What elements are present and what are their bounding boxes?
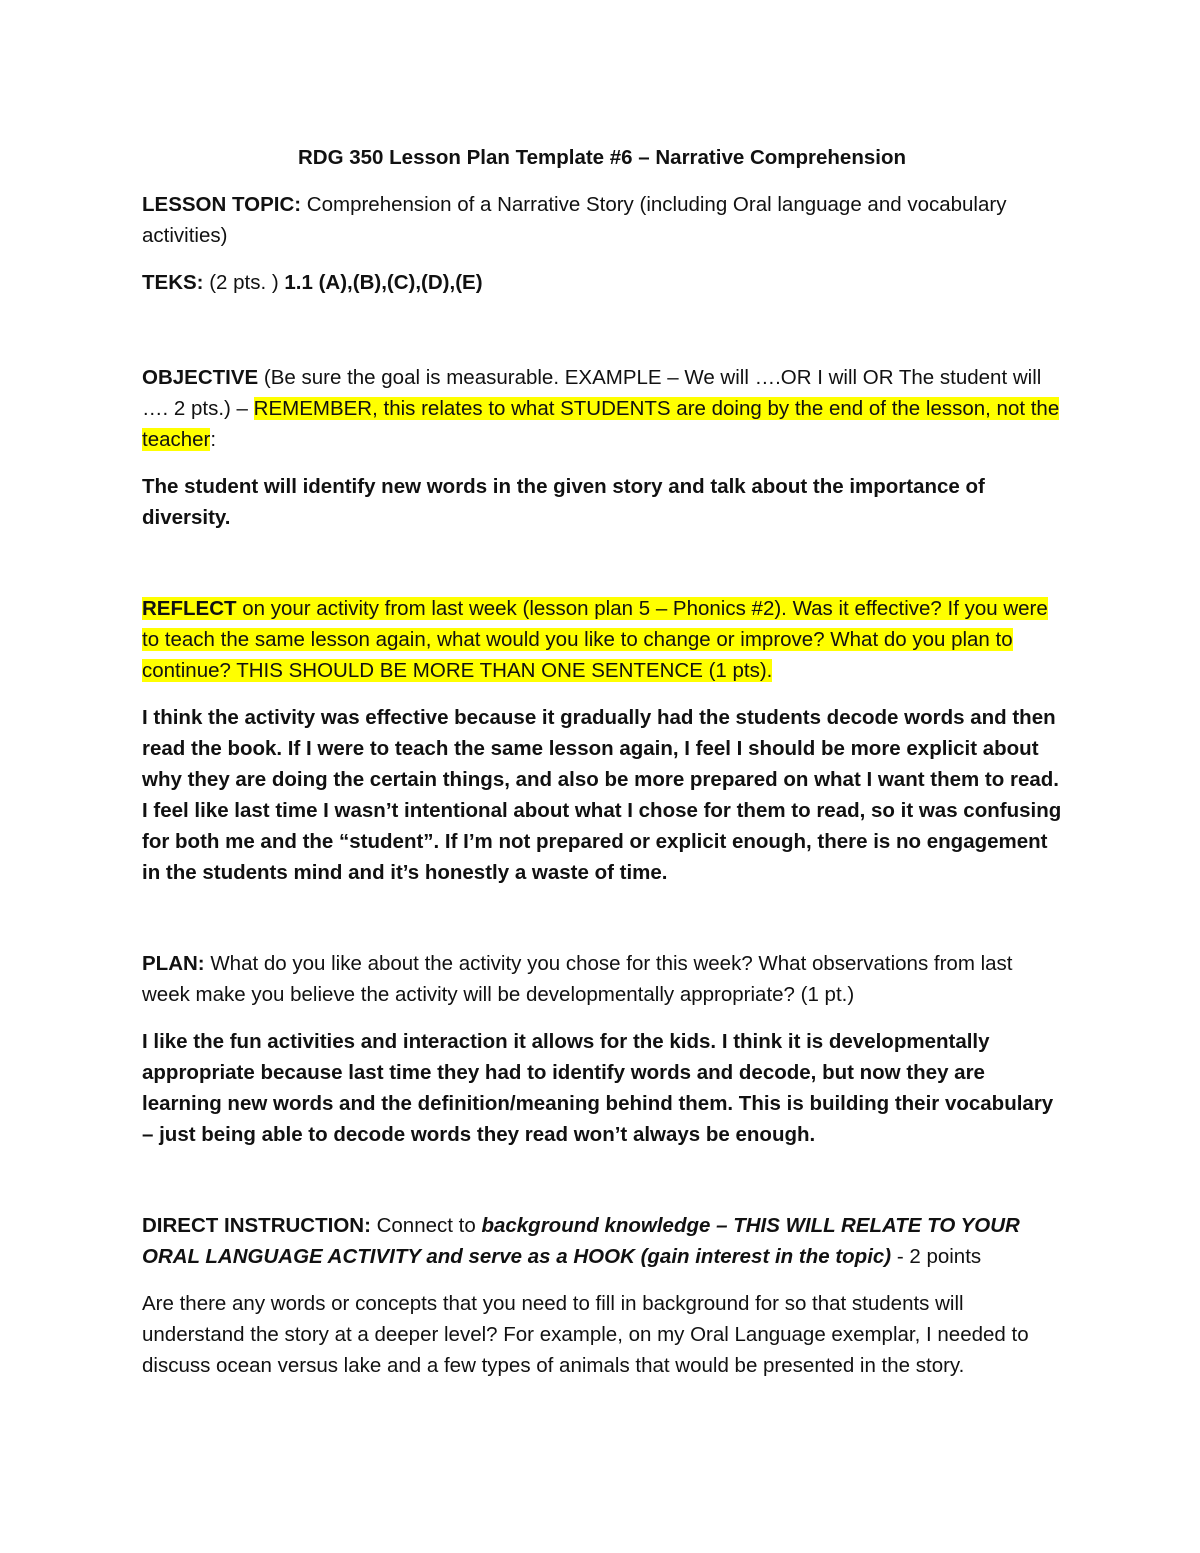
teks [142, 267, 1062, 298]
reflect-text: on your activity from last week (lesson plan 5 – Phonics #2). Was it effective? If you were to teach the same lesson again, what would you like to change or improve? What do you plan to continue? THIS SHOULD BE MORE THAN ONE SENTENCE (1 pts). [142, 597, 1048, 682]
reflect-label: REFLECT [142, 597, 237, 620]
direct-instruction-question: Are there any words or concepts that you need to fill in background for so that students will understand the story at a deeper level? For example, on my Oral Language exemplar, I needed to discuss ocean versus lake and a few types of animals that would be presented in the story. [142, 1292, 1029, 1377]
plan-label: PLAN: [142, 952, 205, 975]
teks-label: TEKS: [142, 271, 204, 294]
document-title: RDG 350 Lesson Plan Template #6 – Narrative Comprehension [298, 146, 906, 169]
lesson-topic-text: Comprehension of a Narrative Story (including Oral language and vocabulary activities) [142, 193, 1007, 247]
teks-pts: (2 pts. ) [203, 271, 285, 294]
plan-answer: I like the fun activities and interaction it allows for the kids. I think it is developmentally appropriate because last time they had to identify words and decode, but now they are learning new words and the definition/meaning behind them. This is building their vocabulary – just being able to decode words they read won’t always be enough. [142, 1030, 1054, 1146]
reflect-prompt [142, 593, 1062, 686]
objective-text: (Be sure the goal is measurable. EXAMPLE – We will ….OR I will OR The student will …. 2 pts.) – [142, 366, 1042, 420]
lesson-topic-label: LESSON TOPIC: [142, 193, 302, 216]
direct-instruction-text: Connect to [370, 1214, 482, 1237]
teks-value: 1.1 (A),(B),(C),(D),(E) [284, 271, 483, 294]
objective-prompt [142, 362, 1062, 455]
direct-instruction-points: - 2 points [891, 1245, 982, 1268]
objective-colon: : [210, 428, 217, 451]
reflect-answer: I think the activity was effective because it gradually had the students decode words and then read the book. If I were to teach the same lesson again, I feel I should be more explicit about why they are doing the certain things, and also be more prepared on what I want them to read. I feel like last time I wasn’t intentional about what I chose for them to read, so it was confusing for both me and the “student”. If I’m not prepared or explicit enough, there is no engagement in the students mind and it’s honestly a waste of time. [142, 706, 1062, 884]
objective-highlight: REMEMBER, this relates to what STUDENTS are doing by the end of the lesson, not the teacher [142, 397, 1060, 451]
plan-prompt [142, 948, 1062, 1010]
lesson-topic [142, 189, 1062, 251]
objective-answer: The student will identify new words in the given story and talk about the importance of diversity. [142, 475, 985, 529]
direct-instruction-label: DIRECT INSTRUCTION: [142, 1214, 371, 1237]
objective-label: OBJECTIVE [142, 366, 259, 389]
direct-instruction-italic: background knowledge – THIS WILL RELATE TO YOUR ORAL LANGUAGE ACTIVITY and serve as a HOOK (gain interest in the topic) [142, 1214, 1020, 1268]
direct-instruction-prompt [142, 1210, 1062, 1272]
document-body [142, 142, 1062, 1381]
plan-text: What do you like about the activity you chose for this week? What observations from last week make you believe the activity will be developmentally appropriate? (1 pt.) [142, 952, 1013, 1006]
